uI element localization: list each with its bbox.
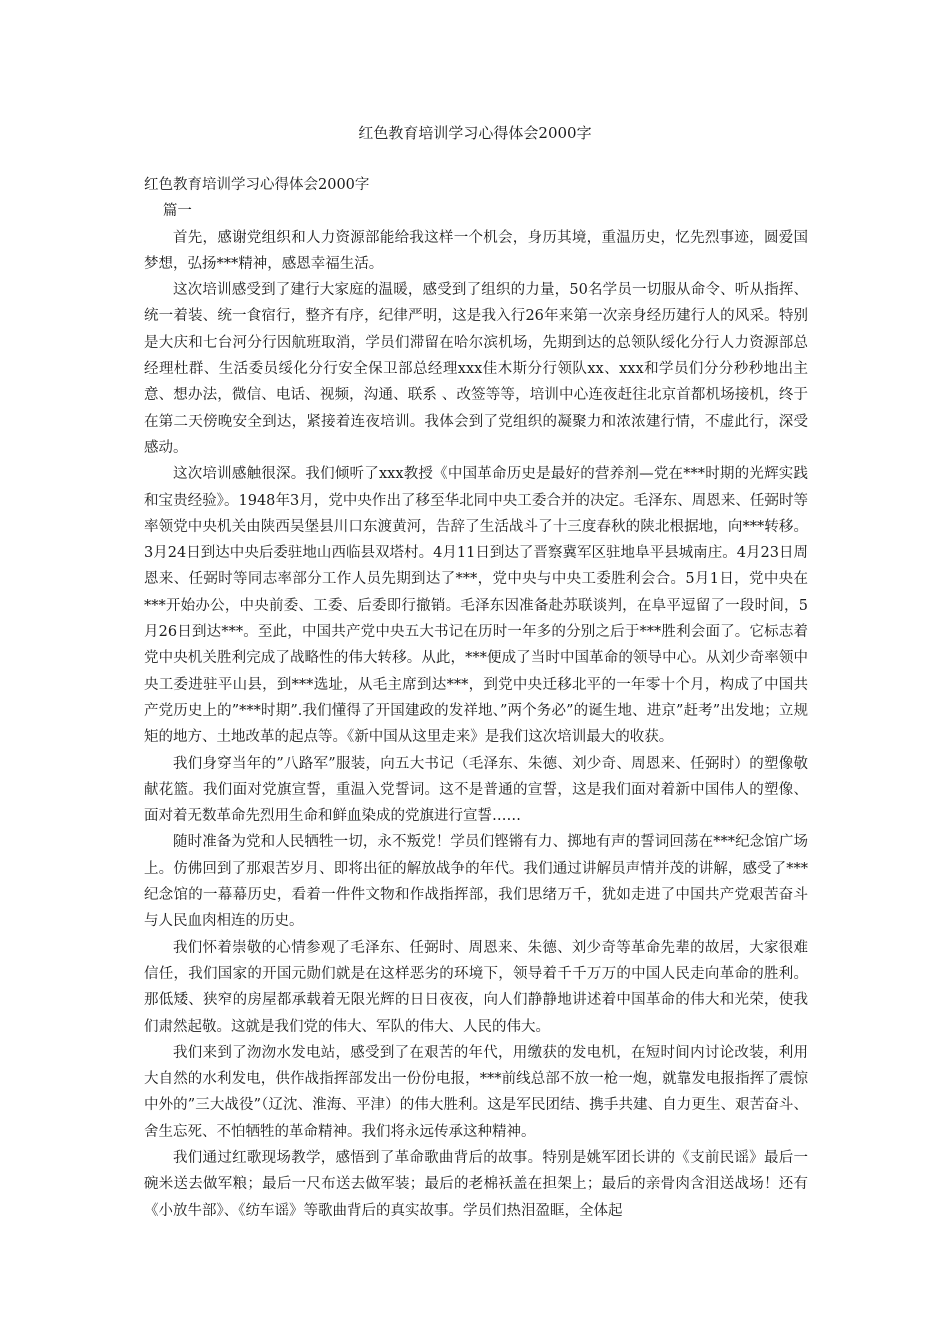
section-label: 篇一 <box>162 203 192 220</box>
paragraph-2: 这次培训感受到了建行大家庭的温暖，感受到了组织的力量，50名学员一切服从命令、听从指挥、统一着装、统一食宿行，整齐有序，纪律严明，这是我入行26年来第一次亲身经历建行人的风采。特别是大庆和七台河分行因航班取消，学员们滞留在哈尔滨机场，先期到达的总领队绥化分行人力资源部总经理杜群、生活委员绥化分行安全保卫部总经理xxx佳木斯分行领队xx、xxx和学员们分分秒秒地出主意、想办法，微信、电话、视频，沟通、联系 、改签等等，培训中心连夜赶往北京首都机场接机，终于在第二天傍晚安全到达，紧接着连夜培训。我体会到了党组织的凝聚力和浓浓建行情，不虚此行，深受感动。 <box>144 282 808 456</box>
document-body <box>144 172 808 1224</box>
page-title: 红色教育培训学习心得体会2000字 <box>358 124 592 142</box>
paragraph-8: 我们通过红歌现场教学，感悟到了革命歌曲背后的故事。特别是姚军团长讲的《支前民谣》最后一碗米送去做军粮；最后一尺布送去做军装；最后的老棉袄盖在担架上；最后的亲骨肉含泪送战场！还有《小放牛部》、《纺车谣》等歌曲背后的真实故事。学员们热泪盈眶，全体起 <box>144 1149 808 1219</box>
document-subtitle: 红色教育培训学习心得体会2000字 <box>144 177 370 193</box>
paragraph-1: 首先，感谢党组织和人力资源部能给我这样一个机会，身历其境，重温历史，忆先烈事迹，圆爱国梦想，弘扬***精神，感恩幸福生活。 <box>144 229 808 272</box>
paragraph-4: 我们身穿当年的”八路军”服装，向五大书记（毛泽东、朱德、刘少奇、周恩来、任弼时）的塑像敬献花篮。我们面对党旗宣誓，重温入党誓词。这不是普通的宣誓，这是我们面对着新中国伟人的塑像、面对着无数革命先烈用生命和鲜血染成的党旗进行宣誓…… <box>144 755 808 825</box>
paragraph-5: 随时准备为党和人民牺牲一切，永不叛党！学员们铿锵有力、掷地有声的誓词回荡在***纪念馆广场上。仿佛回到了那艰苦岁月、即将出征的解放战争的年代。我们通过讲解员声情并茂的讲解，感受了***纪念馆的一幕幕历史，看着一件件文物和作战指挥部，我们思绪万千，犹如走进了中国共产党艰苦奋斗与人民血肉相连的历史。 <box>144 834 808 930</box>
paragraph-7: 我们来到了沕沕水发电站，感受到了在艰苦的年代，用缴获的发电机，在短时间内讨论改装，利用大自然的水利发电，供作战指挥部发出一份份电报，***前线总部不放一枪一炮，就靠发电报指挥了震惊中外的”三大战役”（辽沈、淮海、平津）的伟大胜利。这是军民团结、携手共建、自力更生、艰苦奋斗、舍生忘死、不怕牺牲的革命精神。我们将永远传承这种精神。 <box>144 1044 808 1140</box>
paragraph-6: 我们怀着崇敬的心情参观了毛泽东、任弼时、周恩来、朱德、刘少奇等革命先辈的故居，大家很难信任，我们国家的开国元勋们就是在这样恶劣的环境下，领导着千千万万的中国人民走向革命的胜利。那低矮、狭窄的房屋都承载着无限光辉的日日夜夜，向人们静静地讲述着中国革命的伟大和光荣，使我们肃然起敬。这就是我们党的伟大、军队的伟大、人民的伟大。 <box>144 939 808 1035</box>
paragraph-3: 这次培训感触很深。我们倾听了xxx教授《中国革命历史是最好的营养剂—党在***时期的光辉实践和宝贵经验》。1948年3月，党中央作出了移至华北同中央工委合并的决定。毛泽东、周恩来、任弼时等率领党中央机关由陕西吴堡县川口东渡黄河，告辞了生活战斗了十三度春秋的陕北根据地，向***转移。3月24日到达中央后委驻地山西临县双塔村。4月11日到达了晋察冀军区驻地阜平县城南庄。4月23日周恩来、任弼时等同志率部分工作人员先期到达了***，党中央与中央工委胜利会合。5月1日，党中央在***开始办公，中央前委、工委、后委即行撤销。毛泽东因准备赴苏联谈判，在阜平逗留了一段时间，5月26日到达***。至此，中国共产党中央五大书记在历时一年多的分别之后于***胜利会面了。它标志着党中央机关胜利完成了战略性的伟大转移。从此，***便成了当时中国革命的领导中心。从刘少奇率领中央工委进驻平山县，到***选址，从毛主席到达***，到党中央迁移北平的一年零十个月，构成了中国共产党历史上的”***时期”.我们懂得了开国建政的发祥地、”两个务必”的诞生地、进京”赶考”出发地；立规矩的地方、土地改革的起点等。《新中国从这里走来》是我们这次培训最大的收获。 <box>144 466 808 746</box>
